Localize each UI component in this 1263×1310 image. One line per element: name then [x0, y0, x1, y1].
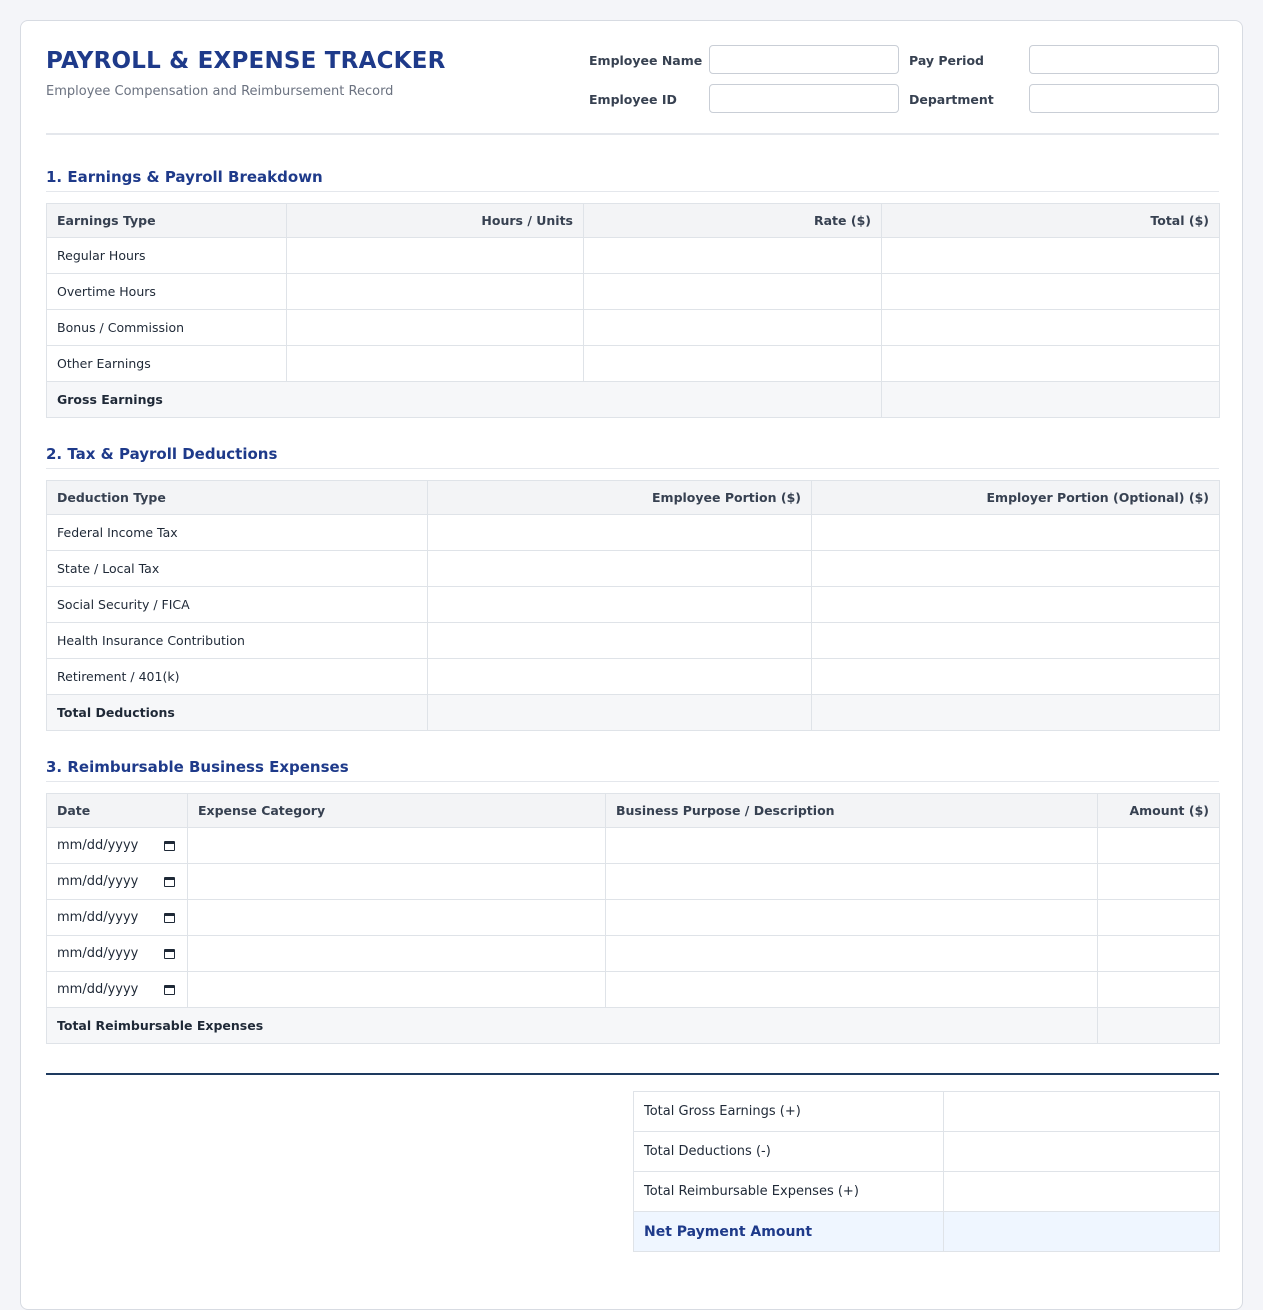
expenses-header-row [47, 794, 1220, 828]
table-row [47, 587, 1220, 623]
employer-portion-input[interactable] [812, 623, 1220, 659]
total-employer-portion[interactable] [812, 695, 1220, 731]
calendar-icon[interactable] [164, 841, 175, 851]
table-row [47, 346, 1220, 382]
category-input[interactable] [188, 864, 606, 900]
earnings-row-label: Overtime Hours [47, 274, 287, 310]
summary-deductions-value[interactable] [944, 1132, 1220, 1172]
expenses-table [46, 793, 1220, 1044]
earnings-section-rule [46, 191, 1219, 192]
date-placeholder: mm/dd/yyyy [57, 838, 139, 853]
table-row [47, 936, 1220, 972]
summary-gross-value[interactable] [944, 1092, 1220, 1132]
deduction-row-label: State / Local Tax [47, 551, 428, 587]
rate-input[interactable] [584, 310, 882, 346]
employer-portion-input[interactable] [812, 659, 1220, 695]
expenses-section-rule [46, 781, 1219, 782]
table-row [47, 864, 1220, 900]
deductions-table [46, 480, 1220, 731]
purpose-input[interactable] [606, 936, 1098, 972]
purpose-input[interactable] [606, 864, 1098, 900]
deductions-col-employer: Employer Portion (Optional) ($) [812, 481, 1220, 515]
hours-input[interactable] [287, 274, 584, 310]
expenses-section-title: 3. Reimbursable Business Expenses [46, 758, 349, 776]
amount-input[interactable] [1098, 936, 1220, 972]
calendar-icon[interactable] [164, 913, 175, 923]
summary-expenses-value[interactable] [944, 1172, 1220, 1212]
total-expenses-label: Total Reimbursable Expenses [47, 1008, 1098, 1044]
earnings-col-rate: Rate ($) [584, 204, 882, 238]
earnings-row-label: Other Earnings [47, 346, 287, 382]
calendar-icon[interactable] [164, 877, 175, 887]
amount-input[interactable] [1098, 828, 1220, 864]
deduction-row-label: Health Insurance Contribution [47, 623, 428, 659]
summary-deductions-label: Total Deductions (-) [634, 1132, 944, 1172]
employee-portion-input[interactable] [428, 515, 812, 551]
date-input[interactable] [47, 900, 188, 936]
net-payment-label: Net Payment Amount [634, 1212, 944, 1252]
rate-input[interactable] [584, 346, 882, 382]
gross-earnings-label: Gross Earnings [47, 382, 882, 418]
total-deductions-label: Total Deductions [47, 695, 428, 731]
page-subtitle: Employee Compensation and Reimbursement Record [46, 84, 394, 99]
table-row [47, 551, 1220, 587]
gross-earnings-row [47, 382, 1220, 418]
category-input[interactable] [188, 936, 606, 972]
page-title: PAYROLL & EXPENSE TRACKER [46, 48, 446, 74]
deductions-section-title: 2. Tax & Payroll Deductions [46, 445, 278, 463]
employee-name-label: Employee Name [589, 53, 703, 68]
employee-portion-input[interactable] [428, 623, 812, 659]
category-input[interactable] [188, 900, 606, 936]
date-input[interactable] [47, 864, 188, 900]
summary-row [634, 1132, 1220, 1172]
summary-expenses-label: Total Reimbursable Expenses (+) [634, 1172, 944, 1212]
purpose-input[interactable] [606, 972, 1098, 1008]
earnings-section-title: 1. Earnings & Payroll Breakdown [46, 168, 323, 186]
purpose-input[interactable] [606, 828, 1098, 864]
table-row [47, 274, 1220, 310]
net-payment-value[interactable] [944, 1212, 1220, 1252]
date-placeholder: mm/dd/yyyy [57, 874, 139, 889]
table-row [47, 900, 1220, 936]
total-input[interactable] [882, 310, 1220, 346]
tracker-card [20, 20, 1243, 1310]
employee-name-field[interactable] [709, 45, 899, 74]
summary-gross-label: Total Gross Earnings (+) [634, 1092, 944, 1132]
department-field[interactable] [1029, 84, 1219, 113]
date-input[interactable] [47, 828, 188, 864]
deduction-row-label: Federal Income Tax [47, 515, 428, 551]
deductions-section-rule [46, 468, 1219, 469]
pay-period-label: Pay Period [909, 53, 984, 68]
deductions-col-employee: Employee Portion ($) [428, 481, 812, 515]
date-input[interactable] [47, 936, 188, 972]
rate-input[interactable] [584, 274, 882, 310]
department-label: Department [909, 92, 994, 107]
employee-id-label: Employee ID [589, 92, 677, 107]
expenses-col-date: Date [47, 794, 188, 828]
employer-portion-input[interactable] [812, 515, 1220, 551]
summary-divider [46, 1073, 1219, 1075]
total-input[interactable] [882, 346, 1220, 382]
employer-portion-input[interactable] [812, 587, 1220, 623]
summary-table [633, 1091, 1220, 1252]
pay-period-field[interactable] [1029, 45, 1219, 74]
total-input[interactable] [882, 274, 1220, 310]
earnings-col-total: Total ($) [882, 204, 1220, 238]
gross-earnings-value[interactable] [882, 382, 1220, 418]
table-row [47, 972, 1220, 1008]
date-input[interactable] [47, 972, 188, 1008]
summary-row [634, 1092, 1220, 1132]
employee-id-field[interactable] [709, 84, 899, 113]
table-row [47, 623, 1220, 659]
calendar-icon[interactable] [164, 949, 175, 959]
total-expenses-row [47, 1008, 1220, 1044]
amount-input[interactable] [1098, 972, 1220, 1008]
table-row [47, 310, 1220, 346]
table-row [47, 515, 1220, 551]
total-expenses-value[interactable] [1098, 1008, 1220, 1044]
hours-input[interactable] [287, 310, 584, 346]
employee-portion-input[interactable] [428, 587, 812, 623]
earnings-row-label: Regular Hours [47, 238, 287, 274]
rate-input[interactable] [584, 238, 882, 274]
total-input[interactable] [882, 238, 1220, 274]
table-row [47, 828, 1220, 864]
purpose-input[interactable] [606, 900, 1098, 936]
date-placeholder: mm/dd/yyyy [57, 910, 139, 925]
deductions-col-type: Deduction Type [47, 481, 428, 515]
earnings-row-label: Bonus / Commission [47, 310, 287, 346]
earnings-header-row [47, 204, 1220, 238]
summary-row [634, 1172, 1220, 1212]
employee-portion-input[interactable] [428, 659, 812, 695]
calendar-icon[interactable] [164, 985, 175, 995]
amount-input[interactable] [1098, 900, 1220, 936]
employer-portion-input[interactable] [812, 551, 1220, 587]
earnings-col-type: Earnings Type [47, 204, 287, 238]
page-header [46, 21, 1219, 135]
expenses-col-category: Expense Category [188, 794, 606, 828]
amount-input[interactable] [1098, 864, 1220, 900]
employee-portion-input[interactable] [428, 551, 812, 587]
table-row [47, 659, 1220, 695]
expenses-col-amount: Amount ($) [1098, 794, 1220, 828]
deduction-row-label: Social Security / FICA [47, 587, 428, 623]
hours-input[interactable] [287, 238, 584, 274]
earnings-col-hours: Hours / Units [287, 204, 584, 238]
tracker-content [46, 21, 1219, 1240]
total-employee-portion[interactable] [428, 695, 812, 731]
expenses-col-purpose: Business Purpose / Description [606, 794, 1098, 828]
net-payment-row [634, 1212, 1220, 1252]
category-input[interactable] [188, 972, 606, 1008]
total-deductions-row [47, 695, 1220, 731]
date-placeholder: mm/dd/yyyy [57, 946, 139, 961]
hours-input[interactable] [287, 346, 584, 382]
earnings-table [46, 203, 1220, 418]
category-input[interactable] [188, 828, 606, 864]
deduction-row-label: Retirement / 401(k) [47, 659, 428, 695]
deductions-header-row [47, 481, 1220, 515]
table-row [47, 238, 1220, 274]
date-placeholder: mm/dd/yyyy [57, 982, 139, 997]
